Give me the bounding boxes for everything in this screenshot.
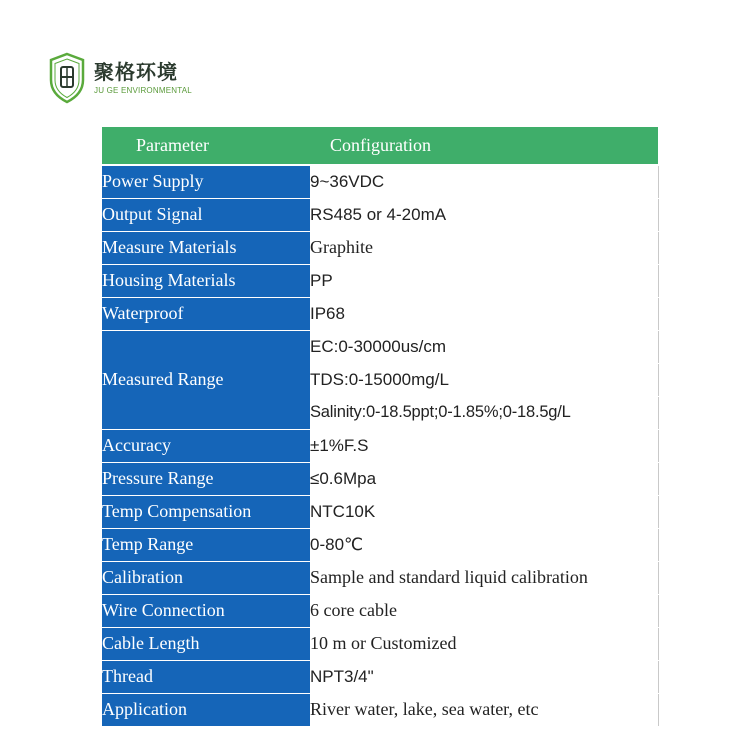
table-row (102, 462, 658, 495)
table-row (102, 297, 658, 330)
param-thread: Thread (102, 660, 310, 693)
header-configuration: Configuration (310, 127, 658, 165)
param-power-supply: Power Supply (102, 165, 310, 198)
value-measured-range-ec: EC:0-30000us/cm (310, 330, 658, 363)
value-output-signal: RS485 or 4-20mA (310, 198, 658, 231)
table-row (102, 165, 658, 198)
value-temp-range: 0-80℃ (310, 528, 658, 561)
param-wire-connection: Wire Connection (102, 594, 310, 627)
param-calibration: Calibration (102, 561, 310, 594)
value-cable-length: 10 m or Customized (310, 627, 658, 660)
table-row (102, 198, 658, 231)
param-temp-compensation: Temp Compensation (102, 495, 310, 528)
value-pressure-range: ≤0.6Mpa (310, 462, 658, 495)
table-row (102, 429, 658, 462)
param-application: Application (102, 693, 310, 726)
value-application: River water, lake, sea water, etc (310, 693, 658, 726)
param-cable-length: Cable Length (102, 627, 310, 660)
param-pressure-range: Pressure Range (102, 462, 310, 495)
table-row (102, 528, 658, 561)
param-measured-range: Measured Range (102, 330, 310, 429)
value-power-supply: 9~36VDC (310, 165, 658, 198)
param-temp-range: Temp Range (102, 528, 310, 561)
table-row (102, 330, 658, 363)
table-row (102, 594, 658, 627)
value-wire-connection: 6 core cable (310, 594, 658, 627)
brand-logo (48, 52, 192, 104)
value-accuracy: ±1%F.S (310, 429, 658, 462)
value-measured-range-tds: TDS:0-15000mg/L (310, 363, 658, 396)
table-row (102, 495, 658, 528)
table-header-row (102, 127, 658, 165)
value-temp-compensation: NTC10K (310, 495, 658, 528)
param-accuracy: Accuracy (102, 429, 310, 462)
table-row (102, 627, 658, 660)
param-output-signal: Output Signal (102, 198, 310, 231)
value-measure-materials: Graphite (310, 231, 658, 264)
value-waterproof: IP68 (310, 297, 658, 330)
value-thread: NPT3/4" (310, 660, 658, 693)
table-row (102, 231, 658, 264)
value-measured-range-salinity: Salinity:0-18.5ppt;0-1.85%;0-18.5g/L (310, 396, 658, 429)
table-row (102, 561, 658, 594)
header-parameter: Parameter (102, 127, 310, 165)
param-waterproof: Waterproof (102, 297, 310, 330)
value-housing-materials: PP (310, 264, 658, 297)
value-calibration: Sample and standard liquid calibration (310, 561, 658, 594)
table-row (102, 264, 658, 297)
param-measure-materials: Measure Materials (102, 231, 310, 264)
shield-logo-icon (48, 52, 86, 104)
param-housing-materials: Housing Materials (102, 264, 310, 297)
brand-name-en: JU GE ENVIRONMENTAL (94, 86, 192, 95)
brand-name-cn: 聚格环境 (94, 60, 178, 84)
table-row (102, 660, 658, 693)
spec-table (102, 127, 659, 727)
table-row (102, 693, 658, 726)
